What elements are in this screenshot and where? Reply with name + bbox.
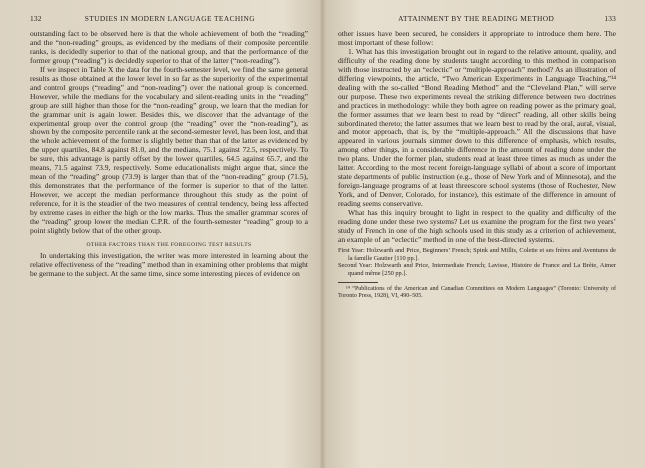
footnote-14: ¹⁴ “Publications of the American and Canadian Committees on Modern Languages” (Toronto: University of Toronto Press, 1928), VI, 490–505.	[338, 285, 616, 299]
right-paragraph-3: What has this inquiry brought to light in respect to the quality and difficulty of the reading done under these two systems? Let us examine the program for the first two years’ study of French in one of the high schools used in this study as a criterion of achievement, an example of an “eclectic” method in one of the best-directed systems.	[338, 208, 616, 244]
right-running-head	[338, 14, 616, 23]
footnote-rule	[338, 282, 378, 283]
textbook-first-year: First Year: Holzwarth and Price, Beginners’ French; Spink and Millis, Colette et ses frères and Aventures de la famille Gautier [110 pp.].	[338, 246, 616, 262]
left-running-title: STUDIES IN MODERN LANGUAGE TEACHING	[84, 14, 255, 23]
textbook-second-year: Second Year: Holzwarth and Price, Intermediate French; Lavisse, Histoire de France and La Brète, Aimer quand même [250 pp.].	[338, 262, 616, 277]
right-body-text	[338, 30, 616, 245]
textbook-list	[338, 247, 616, 278]
right-page	[338, 14, 616, 462]
right-paragraph-2: 1. What has this investigation brought out in regard to the relative amount, quality, and difficulty of the reading done by students taught according to this method in comparison with those instructed by an “eclectic” or “multiple-approach” method? As an illustration of differing viewpoints, the article, “Two American Experiments in Language Teaching,”¹⁴ dealing with the so-called “Bond Reading Method” and the “Cleveland Plan,” will serve our purpose. These two experiments reveal the striking difference between two doctrines and practices in methodology: while they both agree on reading power as the primary goal, the former assumes that we learn best to read by “direct” reading, all other skills being subordinated thereto; the latter assumes that we learn best to read by the oral, aural, visual, and motor approach, that is, by the “multiple-approach.” All the discussions that have appeared in various journals simmer down to this difference of emphasis, which results, among other things, in a considerable difference in the amount of reading done under the two plans. Under the former plan, students read at least three times as much as under the latter. According to the most recent foreign-language syllabi of about a score of important state departments of public instruction (e.g., those of New York and of Minnesota), and the foreign-language programs of at least threescore school systems (those of Rochester, New York, and of Denver, Colorado, for instance), this estimate of the difference in amount of reading seems conservative.	[338, 46, 616, 209]
left-body-text	[30, 30, 308, 279]
footnote	[338, 286, 616, 301]
right-paragraph-1: other issues have been secured, he considers it appropriate to introduce them here. The most important of these follow:	[338, 29, 616, 47]
left-paragraph-1: outstanding fact to be observed here is that the whole achievement of both the “reading” and the “non-reading” groups, as evidenced by the medians of their composite percentile ranks, is decidedly superior to that of the national group, and that the performance of the former group (“reading”) is decidedly superior to that of the latter (“non-reading”).	[30, 29, 308, 65]
left-paragraph-2: If we inspect in Table X the data for the fourth-semester level, we find the same general results as those obtained at the lower level in so far as the superiority of the experimental and control groups (“reading” and “non-reading”) over the national group is concerned. However, while the medians for the vocabulary and silent-reading units in the “reading” group are still higher than those for the “non-reading” group, we learn that the median for the grammar unit is again lower. Besides this, we discover that the advantage of the experimental group over the control group (the “reading” over the “non-reading”), as shown by the composite percentile rank at the second-semester level, has been lost, and that the whole achievement of the former is slightly better than that of the latter as evidenced by the upper quartiles, 84.8 against 81.0, and the medians, 75.1 against 72.5, respectively. To be sure, this advantage is partly offset by the lower quartiles, 64.5 against 65.7, and the means, 71.5 against 73.9, respectively. Some educationalists might argue that, since the mean of the “reading” group (73.9) is larger than that of the “non-reading” group (71.5), this demonstrates that the performance of the former is superior to that of the latter. However, we accept the median performance throughout this study as the point of reference, for it is the steadier of the two measures of central tendency, being less affected by extreme cases in either the high or the low marks. Thus the smaller grammar scores of the “reading” group lower the median C.P.R. of the fourth-semester “reading” group to a point slightly below that of the other group.	[30, 64, 308, 235]
left-paragraph-3: In undertaking this investigation, the writer was more interested in learning about the relative effectiveness of the “reading” method than in examining other problems that might be germane to the subject. At the same time, since some interesting pieces of evidence on	[30, 250, 308, 278]
left-page-number: 132	[30, 14, 42, 23]
section-subheading: OTHER FACTORS THAN THE FOREGOING TEST RESULTS	[86, 241, 252, 248]
left-running-head	[30, 14, 308, 23]
right-running-title: ATTAINMENT BY THE READING METHOD	[398, 14, 555, 23]
right-page-number: 133	[604, 14, 616, 23]
left-page	[30, 14, 308, 462]
